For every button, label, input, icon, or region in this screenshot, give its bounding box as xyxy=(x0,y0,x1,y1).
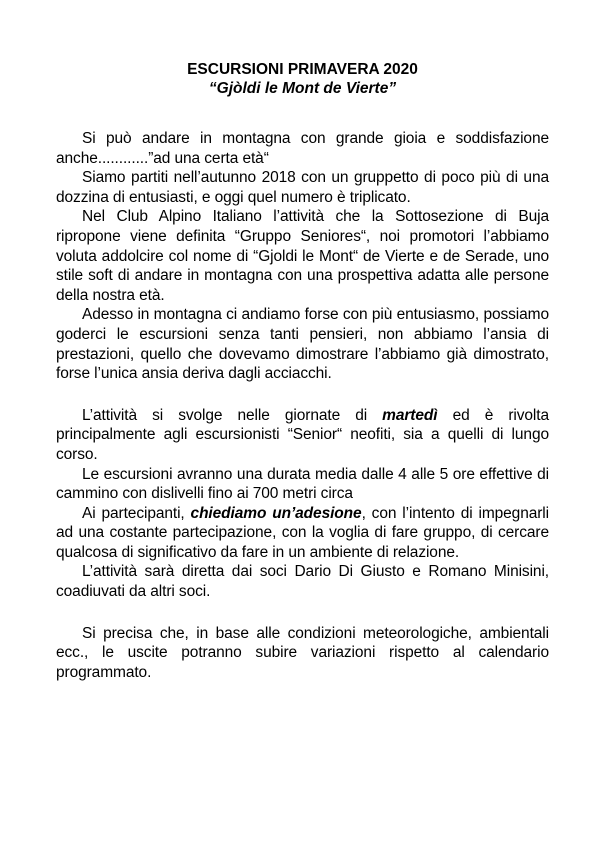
closing-paragraph: Si precisa che, in base alle condizioni meteorologiche, ambientali ecc., le uscite potranno subire variazioni rispetto al calendario programmato. xyxy=(56,624,549,681)
intro-paragraph: Si può andare in montagna con grande gioia e soddisfazione anche............”ad una certa età“ xyxy=(56,130,549,167)
schedule-day-emphasis: martedì xyxy=(382,406,438,424)
history-paragraph: Siamo partiti nell’autunno 2018 con un gruppetto di poco più di una dozzina di entusiasti, e oggi quel numero è triplicato. xyxy=(56,169,549,206)
enthusiasm-paragraph: Adesso in montagna ci andiamo forse con più entusiasmo, possiamo goderci le escursioni senza tanti pensieri, non abbiamo l’ansia di prestazioni, quello che dovevamo dimostrare l’abbiamo già dimostrato, forse l’unica ansia deriva dagli acciacchi. xyxy=(56,306,549,383)
participation-paragraph xyxy=(56,504,549,563)
participation-text-after: , con l’intento di impegnarli ad una costante partecipazione, con la voglia di fare gruppo, di cercare qualcosa di significativo da fare in un ambiente di relazione. xyxy=(56,504,549,561)
document-page xyxy=(56,60,549,682)
document-title: ESCURSIONI PRIMAVERA 2020 xyxy=(187,61,418,78)
section-spacer xyxy=(56,384,549,406)
schedule-paragraph xyxy=(56,406,549,465)
document-subtitle: “Gjòldi le Mont de Vierte” xyxy=(208,80,397,97)
schedule-text-before: L’attività si svolge nelle giornate di xyxy=(82,406,383,424)
schedule-text-after: ed è rivolta principalmente agli escursionisti “Senior“ neofiti, sia a quelli di lungo corso. xyxy=(56,406,549,463)
section-spacer xyxy=(56,602,549,624)
duration-paragraph: Le escursioni avranno una durata media dalle 4 alle 5 ore effettive di cammino con dislivelli fino ai 700 metri circa xyxy=(56,465,549,503)
organizers-paragraph: L’attività sarà diretta dai soci Dario Di Giusto e Romano Minisini, coadiuvati da altri soci. xyxy=(56,563,549,601)
participation-text-before: Ai partecipanti, xyxy=(82,504,191,522)
participation-emphasis: chiediamo un’adesione xyxy=(190,504,362,522)
club-paragraph: Nel Club Alpino Italiano l’attività che la Sottosezione di Buja ripropone viene definita “Gruppo Seniores“, noi promotori l’abbiamo voluta addolcire col nome di “Gjoldi le Mont“ de Vierte e de Serade, uno stile soft di andare in montagna con una prospettiva adatta alle persone della nostra età. xyxy=(56,208,549,304)
